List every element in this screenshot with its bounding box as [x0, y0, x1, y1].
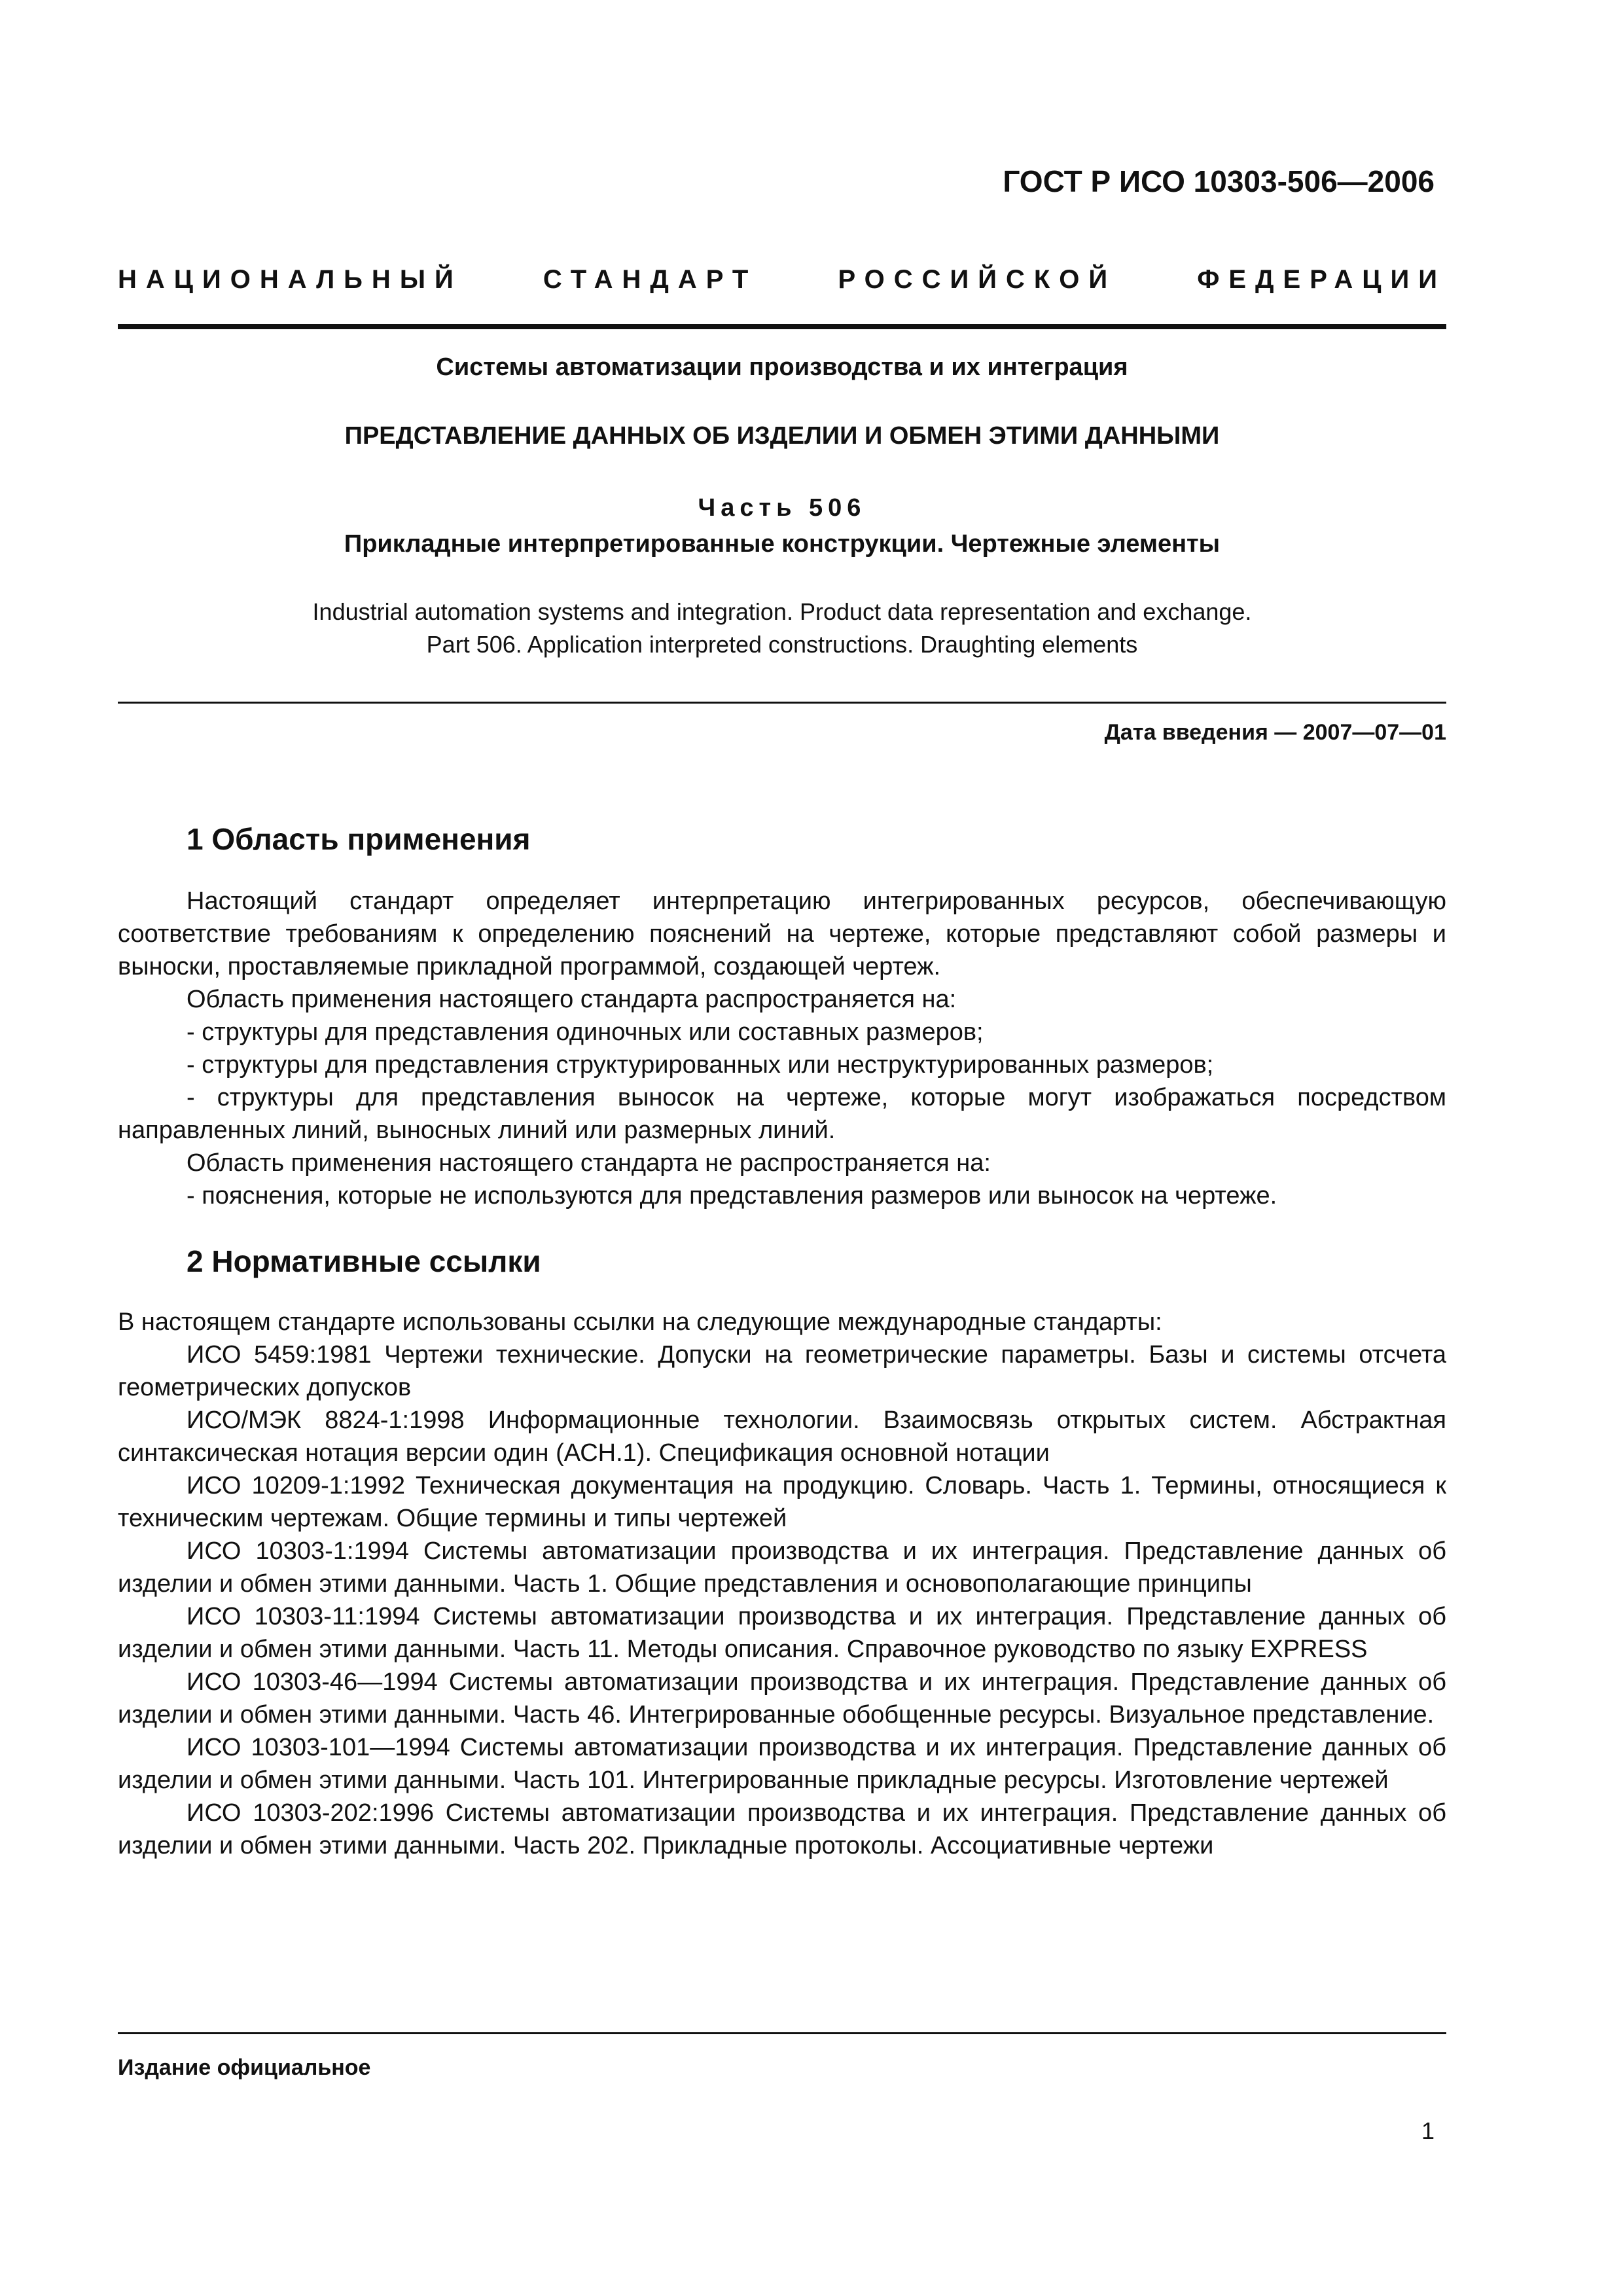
page-number: 1 — [1421, 2117, 1435, 2144]
english-title-line-1: Industrial automation systems and integration. Product data representation and exchange. — [312, 598, 1252, 625]
paragraph: Область применения настоящего стандарта распространяется на: — [187, 986, 957, 1013]
reference-item: ИСО 10303-46—1994 Системы автоматизации производства и их интеграция. Представление данных об изделии и обмен этими данными. Часть 46. Интегрированные обобщенные ресурсы. Визуальное представление. — [118, 1668, 1446, 1729]
section-1-body — [118, 885, 1446, 1212]
reference-item: ИСО 10303-11:1994 Системы автоматизации производства и их интеграция. Представление данных об изделии и обмен этими данными. Часть 11. Методы описания. Справочное руководство по языку EXPRESS — [118, 1603, 1446, 1663]
list-item: - структуры для представления одиночных или составных размеров; — [187, 1018, 984, 1046]
official-edition-label: Издание официальное — [118, 2055, 371, 2080]
reference-item: ИСО 10303-101—1994 Системы автоматизации производства и их интеграция. Представление данных об изделии и обмен этими данными. Часть 101. Интегрированные прикладные ресурсы. Изготовление чертежей — [118, 1734, 1446, 1794]
reference-item: ИСО 5459:1981 Чертежи технические. Допуски на геометрические параметры. Базы и системы отсчета геометрических допусков — [118, 1341, 1446, 1401]
paragraph: Область применения настоящего стандарта не распространяется на: — [187, 1149, 991, 1177]
footer-divider — [118, 2032, 1446, 2034]
reference-item: ИСО 10209-1:1992 Техническая документация на продукцию. Словарь. Часть 1. Термины, относящиеся к техническим чертежам. Общие термины и типы чертежей — [118, 1472, 1446, 1532]
section-2-body — [118, 1306, 1446, 1862]
document-number: ГОСТ Р ИСО 10303-506—2006 — [1003, 164, 1435, 198]
reference-item: ИСО/МЭК 8824-1:1998 Информационные технологии. Взаимосвязь открытых систем. Абстрактная синтаксическая нотация версии один (АСН.1). Спецификация основной нотации — [118, 1407, 1446, 1467]
list-item: - структуры для представления структурированных или неструктурированных размеров; — [187, 1051, 1214, 1079]
list-item: - пояснения, которые не используются для представления размеров или выносок на чертеже. — [187, 1182, 1277, 1210]
header-divider — [118, 324, 1446, 329]
national-title-word: НАЦИОНАЛЬНЫЙ — [118, 265, 463, 294]
title-divider — [118, 702, 1446, 704]
introduction-date: Дата введения — 2007—07—01 — [1104, 720, 1446, 745]
paragraph: Настоящий стандарт определяет интерпретацию интегрированных ресурсов, обеспечивающую соответствие требованиям к определению пояснений на чертеже, которые представляют собой размеры и выноски, проставляемые прикладной программой, создающей чертеж. — [118, 888, 1446, 980]
national-title-word: ФЕДЕРАЦИИ — [1197, 265, 1446, 294]
part-label: Часть 506 — [698, 494, 866, 522]
section-2-heading: 2 Нормативные ссылки — [187, 1244, 541, 1278]
reference-item: ИСО 10303-202:1996 Системы автоматизации производства и их интеграция. Представление данных об изделии и обмен этими данными. Часть 202. Прикладные протоколы. Ассоциативные чертежи — [118, 1799, 1446, 1859]
national-standard-title — [118, 265, 1446, 295]
national-title-word: СТАНДАРТ — [543, 265, 758, 294]
paragraph: В настоящем стандарте использованы ссылки на следующие международные стандарты: — [118, 1308, 1162, 1336]
english-title-line-2: Part 506. Application interpreted constructions. Draughting elements — [426, 631, 1138, 658]
national-title-word: РОССИЙСКОЙ — [838, 265, 1117, 294]
list-item: - структуры для представления выносок на чертеже, которые могут изображаться посредством направленных линий, выносных линий или размерных линий. — [118, 1084, 1446, 1144]
main-title: ПРЕДСТАВЛЕНИЕ ДАННЫХ ОБ ИЗДЕЛИИ И ОБМЕН ЭТИМИ ДАННЫМИ — [344, 422, 1220, 450]
series-title: Системы автоматизации производства и их интеграция — [436, 353, 1128, 381]
part-title: Прикладные интерпретированные конструкции. Чертежные элементы — [344, 530, 1221, 558]
section-1-heading: 1 Область применения — [187, 822, 531, 856]
reference-item: ИСО 10303-1:1994 Системы автоматизации производства и их интеграция. Представление данных об изделии и обмен этими данными. Часть 1. Общие представления и основополагающие принципы — [118, 1537, 1446, 1598]
